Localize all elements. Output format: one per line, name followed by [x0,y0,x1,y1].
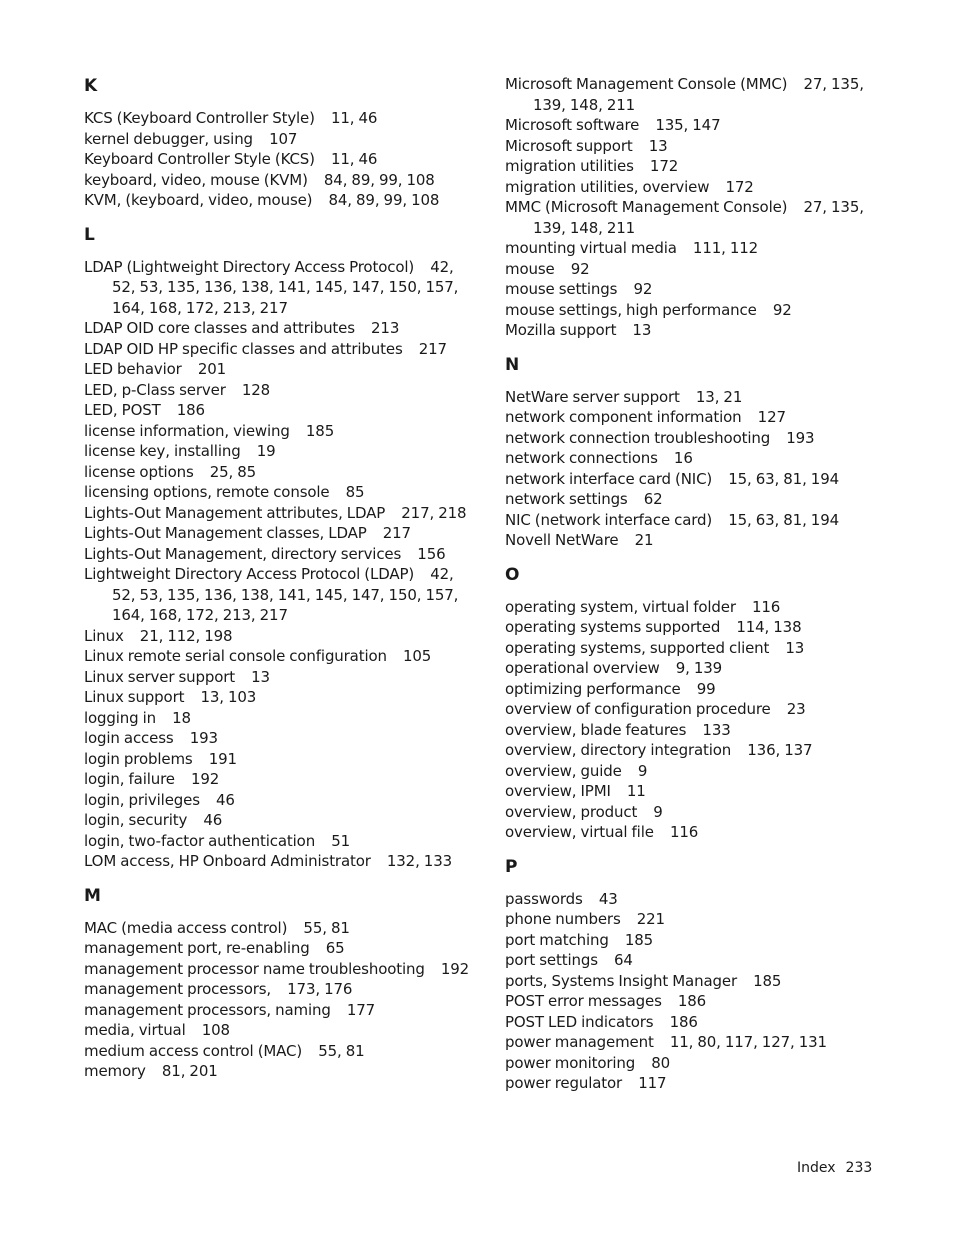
index-page-refs: 201 [197,360,227,378]
index-term: memory [84,1062,146,1080]
index-page-refs: 85 [345,483,365,501]
index-page-refs: 62 [643,490,663,508]
section-letter-heading: O [505,564,520,585]
index-page-refs: 99 [696,679,716,698]
index-term: Lightweight Directory Access Protocol (LDAP) [84,565,415,583]
index-term: overview, directory integration [505,741,732,759]
index-entry [505,469,875,490]
index-entry [84,190,474,211]
index-entry [84,626,474,647]
index-entry [505,761,875,782]
index-page-refs: 172 [649,157,679,175]
index-page-refs: 16 [673,449,693,467]
index-page-refs: 18 [172,708,191,727]
index-term: network interface card (NIC) [505,469,713,488]
index-term: Linux remote serial console configuration [84,647,387,665]
index-term: overview, IPMI [505,782,611,800]
index-term: overview, guide [505,761,622,780]
index-page-refs: 84, 89, 99, 108 [328,191,440,209]
index-page-refs: 185 [305,421,335,440]
index-term: login, failure [84,770,175,788]
index-term: network component information [505,408,742,426]
index-page-refs: 23 [786,700,806,718]
index-page-refs: 21, 112, 198 [139,626,233,645]
index-entry [505,617,875,638]
index-term: keyboard, video, mouse (KVM) [84,170,308,189]
index-page-refs: 43 [598,889,618,908]
index-entry [505,238,875,259]
index-page-refs: 213 [371,319,400,337]
index-term: Novell NetWare [505,531,619,549]
index-section [505,565,875,843]
index-term: Lights-Out Management classes, LDAP [84,524,367,542]
index-entry [84,441,474,462]
index-page-refs: 221 [636,910,665,928]
index-page-refs: 15, 63, 81, 194 [728,510,839,529]
index-page-refs: 15, 63, 81, 194 [728,469,839,488]
index-entry [84,769,474,790]
index-page-refs: 186 [677,992,707,1010]
index-term: ports, Systems Insight Manager [505,971,737,990]
index-page-refs: 185 [753,971,782,990]
index-entry [84,359,474,380]
index-entry [84,938,474,959]
index-entry [84,728,474,749]
index-entry [84,667,474,688]
index-page-refs: 9, 139 [675,659,723,677]
index-entry [505,320,875,341]
index-entry [505,889,875,910]
index-column-left [84,74,474,1082]
index-term: Lights-Out Management, directory services [84,544,402,563]
index-entry [505,638,875,659]
index-entry [505,822,875,843]
index-term: Microsoft software [505,116,640,134]
index-page-refs: 46 [203,811,223,829]
index-term: medium access control (MAC) [84,1041,303,1060]
index-page-refs: 9 [653,802,663,821]
index-term: license options [84,462,194,481]
index-term: mouse [505,259,555,278]
index-term: power regulator [505,1074,623,1092]
index-page-refs: 117 [638,1074,667,1092]
index-page-refs: 11, 46 [330,150,378,168]
index-term: MMC (Microsoft Management Console) [505,198,788,216]
index-term: migration utilities [505,157,634,175]
index-page-refs: 111, 112 [692,239,759,257]
index-page-refs: 55, 81 [303,918,350,937]
index-entry [505,1012,875,1033]
index-page-refs: 186 [176,401,205,419]
index-page-refs: 128 [241,380,271,399]
index-page-refs: 193 [786,428,815,447]
index-entry [84,749,474,770]
footer-label: Index [797,1160,836,1176]
index-page-refs: 13 [785,638,805,657]
index-page-refs: 13, 103 [200,688,257,706]
index-term: LED, p-Class server [84,380,226,399]
index-entry [84,257,474,319]
index-term: LED behavior [84,360,182,378]
index-term: Linux support [84,688,185,706]
index-entry [84,687,474,708]
index-page-refs: 114, 138 [736,618,802,636]
index-term: mounting virtual media [505,239,677,257]
index-term: overview of configuration procedure [505,700,771,718]
index-term: NetWare server support [505,387,680,406]
index-entry [505,489,875,510]
index-term: Microsoft Management Console (MMC) [505,75,788,93]
index-page-refs: 217, 218 [401,503,467,522]
index-term: license information, viewing [84,421,290,440]
index-page-refs: 172 [725,177,754,196]
index-page-refs: 46 [216,790,235,809]
index-term: login, two-factor authentication [84,831,316,850]
index-entry [505,136,875,157]
index-page-refs: 80 [651,1053,671,1072]
index-entry [84,462,474,483]
index-term: login access [84,729,174,747]
index-entry [505,428,875,449]
index-term: power monitoring [505,1053,636,1072]
index-entry [84,170,474,191]
footer-page-number: 233 [845,1160,873,1176]
index-term: LED, POST [84,401,161,419]
index-page-refs: 25, 85 [209,462,257,481]
index-term: mouse settings [505,280,618,298]
index-term: port settings [505,951,598,969]
index-section [84,886,474,1082]
index-entry [505,510,875,531]
index-entry [84,544,474,565]
index-term: LDAP OID HP specific classes and attributes [84,339,403,358]
index-page-refs: 132, 133 [386,852,452,870]
index-entry [505,177,875,198]
index-page-refs: 135, 147 [655,116,721,134]
index-entry [84,149,474,170]
index-term: Linux [84,626,124,645]
index-term: operating systems, supported client [505,638,770,657]
index-entry [505,658,875,679]
index-term: management port, re-enabling [84,939,310,957]
index-entry [505,971,875,992]
index-entry [84,1020,474,1041]
index-entry [505,279,875,300]
index-section [505,355,875,551]
index-term: KVM, (keyboard, video, mouse) [84,191,313,209]
index-entry [84,421,474,442]
index-page-refs: 173, 176 [287,980,353,998]
index-term: management processors, naming [84,1000,331,1019]
index-entry [84,503,474,524]
index-page-refs: 185 [624,930,654,949]
index-page-refs: 92 [633,280,653,298]
index-page-refs: 133 [702,720,731,739]
index-page-refs: 177 [346,1000,376,1019]
index-term: license key, installing [84,442,241,460]
index-page-refs: 156 [417,544,446,563]
index-page-refs: 65 [325,939,345,957]
index-entry [505,197,875,238]
index-page-refs: 116 [669,823,699,841]
index-entry [84,129,474,150]
index-term: network connections [505,449,658,467]
index-page-refs: 64 [614,951,633,969]
index-entry [505,909,875,930]
index-entry [505,259,875,280]
index-entry [505,679,875,700]
index-page-refs: 107 [269,129,298,148]
index-page-refs: 11, 46 [330,109,378,127]
index-term: optimizing performance [505,679,681,698]
index-term: overview, virtual file [505,823,654,841]
index-page-refs: 21 [634,531,654,549]
index-entry [505,1032,875,1053]
index-page-refs: 11 [626,782,646,800]
index-page-refs: 192 [190,770,220,788]
index-page-refs: 191 [208,749,237,768]
index-term: login, security [84,811,188,829]
index-page-refs: 217 [418,339,447,358]
index-page-refs: 192 [440,959,470,978]
index-column-right [505,74,875,1094]
index-term: network settings [505,490,628,508]
index-term: NIC (network interface card) [505,510,713,529]
index-term: Lights-Out Management attributes, LDAP [84,503,386,522]
index-section [84,76,474,211]
index-page-refs: 51 [331,831,350,850]
index-term: POST error messages [505,992,662,1010]
page-footer [797,1158,877,1178]
index-term: Mozilla support [505,321,617,339]
index-entry [505,156,875,177]
index-entry [84,979,474,1000]
section-letter-heading: N [505,354,520,375]
index-page-refs: 27, 135, 139, 148, 211 [533,75,864,114]
index-entry [505,740,875,761]
index-entry [505,699,875,720]
index-section [505,74,875,341]
index-entry [84,339,474,360]
index-page-refs: 193 [189,729,218,747]
index-term: LDAP (Lightweight Directory Access Protocol) [84,257,415,276]
index-entry [84,108,474,129]
index-term: power management [505,1033,654,1051]
index-entry [505,74,875,115]
index-term: login, privileges [84,790,200,809]
index-entry [505,720,875,741]
index-term: mouse settings, high performance [505,300,757,319]
index-entry [505,115,875,136]
index-page-refs: 105 [402,647,432,665]
section-letter-heading: P [505,856,518,877]
index-term: MAC (media access control) [84,918,288,937]
index-page-refs: 81, 201 [161,1062,218,1080]
index-entry [84,1041,474,1062]
index-entry [84,646,474,667]
index-entry [84,851,474,872]
index-term: network connection troubleshooting [505,428,771,447]
index-term: kernel debugger, using [84,129,253,148]
index-entry [84,1061,474,1082]
index-entry [84,564,474,626]
index-entry [84,831,474,852]
index-entry [84,1000,474,1021]
index-term: phone numbers [505,910,621,928]
index-page-refs: 9 [637,761,648,780]
index-term: operational overview [505,659,660,677]
index-entry [505,407,875,428]
index-entry [84,790,474,811]
index-page-refs: 136, 137 [747,741,813,759]
index-entry [84,482,474,503]
index-section [84,225,474,872]
index-entry [84,380,474,401]
index-page-refs: 108 [201,1021,230,1039]
index-page-refs: 11, 80, 117, 127, 131 [669,1033,827,1051]
index-term: Microsoft support [505,136,633,155]
index-term: logging in [84,708,157,727]
index-term: passwords [505,889,583,908]
index-entry [84,810,474,831]
index-entry [505,530,875,551]
index-page-refs: 84, 89, 99, 108 [323,170,435,189]
index-page-refs: 127 [757,408,786,426]
index-entry [505,1053,875,1074]
index-term: overview, blade features [505,720,687,739]
index-entry [505,991,875,1012]
index-entry [84,318,474,339]
index-page-refs: 19 [256,442,276,460]
index-entry [505,387,875,408]
index-section [505,857,875,1094]
index-term: LOM access, HP Onboard Administrator [84,852,371,870]
index-term: licensing options, remote console [84,483,330,501]
index-term: login problems [84,749,193,768]
index-page-refs: 42, 52, 53, 135, 136, 138, 141, 145, 147, 150, 157, 164, 168, 172, 213, 217 [112,257,459,317]
index-term: management processor name troubleshooting [84,959,425,978]
index-page-refs: 186 [669,1012,698,1031]
index-entry [505,300,875,321]
index-entry [84,400,474,421]
index-page-refs: 13 [632,321,652,339]
index-term: Linux server support [84,667,236,686]
section-letter-heading: M [84,885,101,906]
index-page-refs: 27, 135, 139, 148, 211 [533,198,864,237]
index-term: POST LED indicators [505,1012,654,1031]
index-entry [505,950,875,971]
index-entry [505,930,875,951]
index-page-refs: 42, 52, 53, 135, 136, 138, 141, 145, 147, 150, 157, 164, 168, 172, 213, 217 [112,565,459,624]
index-page-refs: 92 [772,300,792,319]
index-term: Keyboard Controller Style (KCS) [84,150,315,168]
index-term: operating systems supported [505,618,721,636]
index-entry [505,802,875,823]
index-entry [505,781,875,802]
index-page-refs: 13 [251,667,270,686]
section-letter-heading: L [84,224,95,245]
index-term: LDAP OID core classes and attributes [84,319,355,337]
index-term: operating system, virtual folder [505,597,736,616]
index-term: overview, product [505,802,638,821]
index-term: media, virtual [84,1021,186,1039]
index-entry [505,1073,875,1094]
index-term: KCS (Keyboard Controller Style) [84,109,315,127]
section-letter-heading: K [84,76,98,96]
index-entry [84,959,474,980]
index-page-refs: 217 [382,524,411,542]
index-entry [505,448,875,469]
index-term: migration utilities, overview [505,177,710,196]
index-page-refs: 116 [752,597,781,616]
index-page-refs: 92 [570,259,590,278]
index-entry [84,708,474,729]
index-page-refs: 13 [648,136,668,155]
index-page-refs: 13, 21 [695,387,743,406]
index-page-refs: 55, 81 [318,1041,365,1060]
index-term: management processors, [84,980,272,998]
index-entry [84,918,474,939]
index-term: port matching [505,930,609,949]
index-entry [505,597,875,618]
index-entry [84,523,474,544]
